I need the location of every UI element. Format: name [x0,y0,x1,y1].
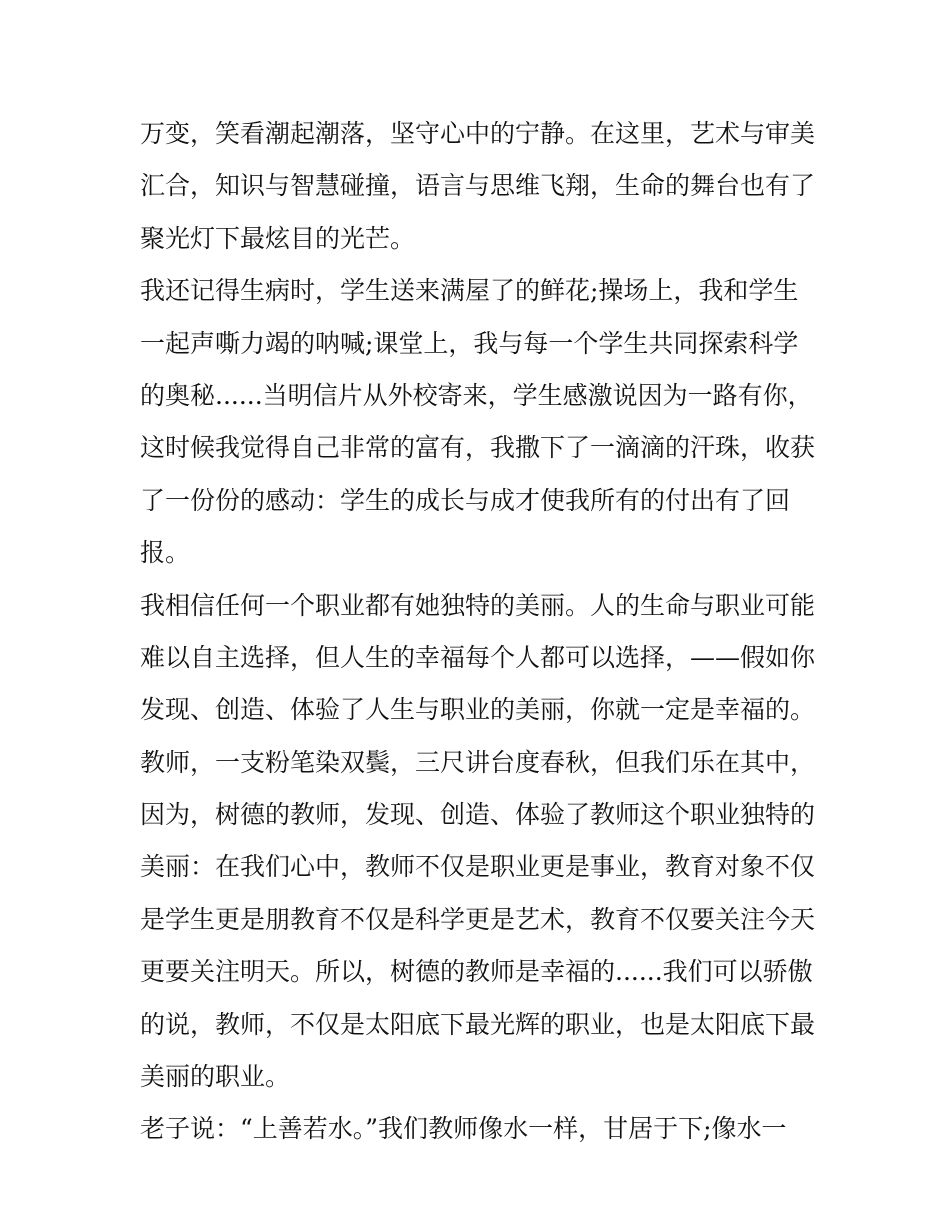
text-line: 是学生更是朋教育不仅是科学更是艺术，教育不仅要关注今天 [140,904,816,934]
text-line: 一起声嘶力竭的呐喊;课堂上，我与每一个学生共同探索科学 [140,328,799,358]
text-line: 难以自主选择，但人生的幸福每个人都可以选择，——假如你 [140,642,816,672]
text-line: 我相信任何一个职业都有她独特的美丽。人的生命与职业可能 [140,590,816,620]
text-line: 报。 [140,538,191,568]
text-line: 的奥秘......当明信片从外校寄来，学生感激说因为一路有你， [140,380,813,410]
text-line: 教师，一支粉笔染双鬓，三尺讲台度春秋，但我们乐在其中， [140,747,816,777]
text-line: 美丽：在我们心中，教师不仅是职业更是事业，教育对象不仅 [140,852,816,882]
body-text [140,108,820,1156]
text-line: 了一份份的感动：学生的成长与成才使我所有的付出有了回 [140,485,791,515]
text-line: 的说，教师，不仅是太阳底下最光辉的职业，也是太阳底下最 [140,1009,816,1039]
text-line: 这时候我觉得自己非常的富有，我撒下了一滴滴的汗珠，收获 [140,433,816,463]
text-line: 老子说：“上善若水。”我们教师像水一样，甘居于下;像水一 [140,1114,787,1144]
text-line: 我还记得生病时，学生送来满屋了的鲜花;操场上，我和学生 [140,276,799,306]
text-line: 发现、创造、体验了人生与职业的美丽，你就一定是幸福的。 [140,695,816,725]
text-line: 聚光灯下最炫目的光芒。 [140,223,416,253]
text-line: 万变，笑看潮起潮落，坚守心中的宁静。在这里，艺术与审美 [140,119,816,148]
text-line: 美丽的职业。 [140,1062,291,1092]
text-line: 因为，树德的教师，发现、创造、体验了教师这个职业独特的 [140,800,816,830]
text-line: 汇合，知识与智慧碰撞，语言与思维飞翔，生命的舞台也有了 [140,171,816,201]
text-line: 更要关注明天。所以，树德的教师是幸福的......我们可以骄傲 [140,957,813,987]
